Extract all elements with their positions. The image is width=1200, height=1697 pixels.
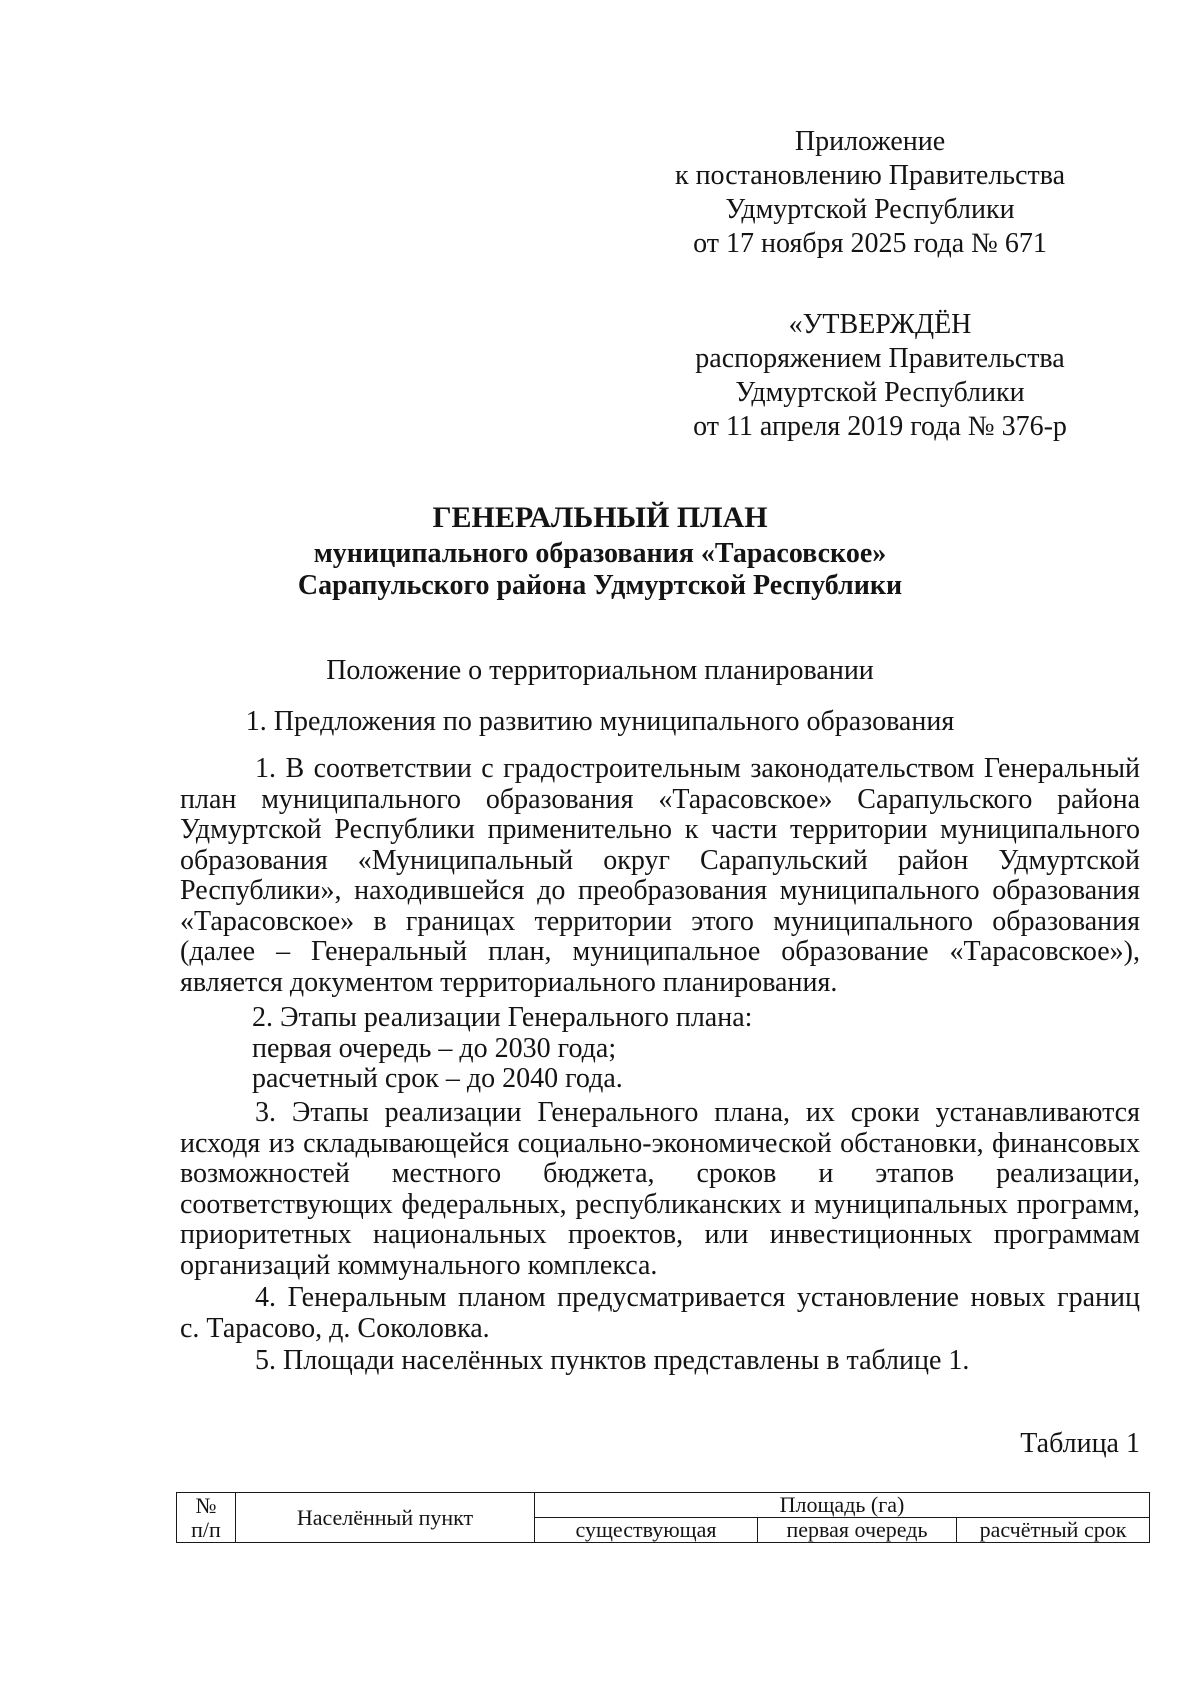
- paragraph-2-line: 2. Этапы реализации Генерального плана:: [252, 1002, 753, 1033]
- paragraph-1: [180, 754, 1140, 998]
- appendix-line-3: Удмуртской Республики: [725, 194, 1015, 225]
- paragraph-1-line: Удмуртской Республики применительно к части территории муниципального: [180, 814, 1140, 845]
- paragraph-3-line: соответствующих федеральных, республиканских и муниципальных программ,: [180, 1188, 1140, 1220]
- appendix-line-1: Приложение: [794, 126, 946, 157]
- table-header-existing: существующая: [535, 1518, 758, 1543]
- paragraph-1-line: является документом территориального планирования.: [180, 966, 838, 998]
- paragraph-5: [180, 1346, 1140, 1377]
- table-header-area: Площадь (га): [535, 1493, 1150, 1518]
- approved-line-1: «УТВЕРЖДЁН: [788, 309, 972, 340]
- paragraph-4: [180, 1283, 1140, 1344]
- approved-line-2: распоряжением Правительства: [695, 343, 1065, 374]
- approved-block: [630, 308, 1130, 444]
- paragraph-3-line: приоритетных национальных проектов, или инвестиционных программам: [180, 1219, 1140, 1250]
- approved-line-4: от 11 апреля 2019 года № 376-р: [693, 411, 1067, 442]
- title-line-2: муниципального образования «Тарасовское»: [313, 538, 887, 569]
- table-header-number-line-2: п/п: [191, 1516, 221, 1542]
- paragraph-4-line: с. Тарасово, д. Соколовка.: [180, 1312, 490, 1344]
- paragraph-3-line: 3. Этапы реализации Генерального плана, их сроки устанавливаются: [255, 1097, 1140, 1128]
- paragraph-1-line: (далее – Генеральный план, муниципальное образование «Тарасовское»),: [180, 936, 1140, 967]
- paragraph-3-line: возможностей местного бюджета, сроков и этапов реализации,: [180, 1158, 1140, 1189]
- table-caption: Таблица 1: [1020, 1428, 1140, 1459]
- paragraph-4-line: 4. Генеральным планом предусматривается установление новых границ: [255, 1282, 1140, 1313]
- paragraph-2: [180, 1003, 1140, 1095]
- appendix-block: [620, 125, 1120, 261]
- table-header-first-stage: первая очередь: [758, 1518, 957, 1543]
- paragraph-3-line: исходя из складывающейся социально-экономической обстановки, финансовых: [180, 1127, 1140, 1159]
- paragraph-2-line: первая очередь – до 2030 года;: [252, 1032, 617, 1064]
- paragraph-1-line: «Тарасовское» в границах территории этого муниципального образования: [180, 905, 1140, 937]
- title-line-3: Сарапульского района Удмуртской Республики: [297, 570, 903, 601]
- paragraph-1-line: 1. В соответствии с градостроительным законодательством Генеральный: [255, 753, 1140, 784]
- table-header-estimated: расчётный срок: [957, 1518, 1150, 1543]
- paragraph-1-line: план муниципального образования «Тарасовское» Сарапульского района: [180, 783, 1140, 815]
- paragraph-1-line: образования «Муниципальный округ Сарапульский район Удмуртской: [180, 844, 1140, 876]
- paragraph-3-line: организаций коммунального комплекса.: [180, 1249, 658, 1281]
- appendix-line-4: от 17 ноября 2025 года № 671: [693, 228, 1047, 259]
- appendix-line-2: к постановлению Правительства: [674, 160, 1066, 191]
- document-title: [180, 498, 1020, 602]
- paragraph-2-line: расчетный срок – до 2040 года.: [252, 1063, 623, 1094]
- table-header-number: [177, 1493, 236, 1543]
- approved-line-3: Удмуртской Республики: [735, 377, 1025, 408]
- section-heading: Положение о территориальном планировании: [326, 655, 874, 686]
- subsection-heading: 1. Предложения по развитию муниципального образования: [245, 706, 955, 737]
- table-header-settlement: Населённый пункт: [236, 1493, 535, 1543]
- paragraph-1-line: Республики», находившейся до преобразования муниципального образования: [180, 875, 1140, 906]
- table-header-number-line-1: №: [195, 1492, 217, 1518]
- title-line-1: ГЕНЕРАЛЬНЫЙ ПЛАН: [432, 501, 768, 534]
- paragraph-3: [180, 1098, 1140, 1281]
- paragraph-5-line: 5. Площади населённых пунктов представлены в таблице 1.: [255, 1345, 970, 1376]
- settlement-area-table: [176, 1492, 1150, 1543]
